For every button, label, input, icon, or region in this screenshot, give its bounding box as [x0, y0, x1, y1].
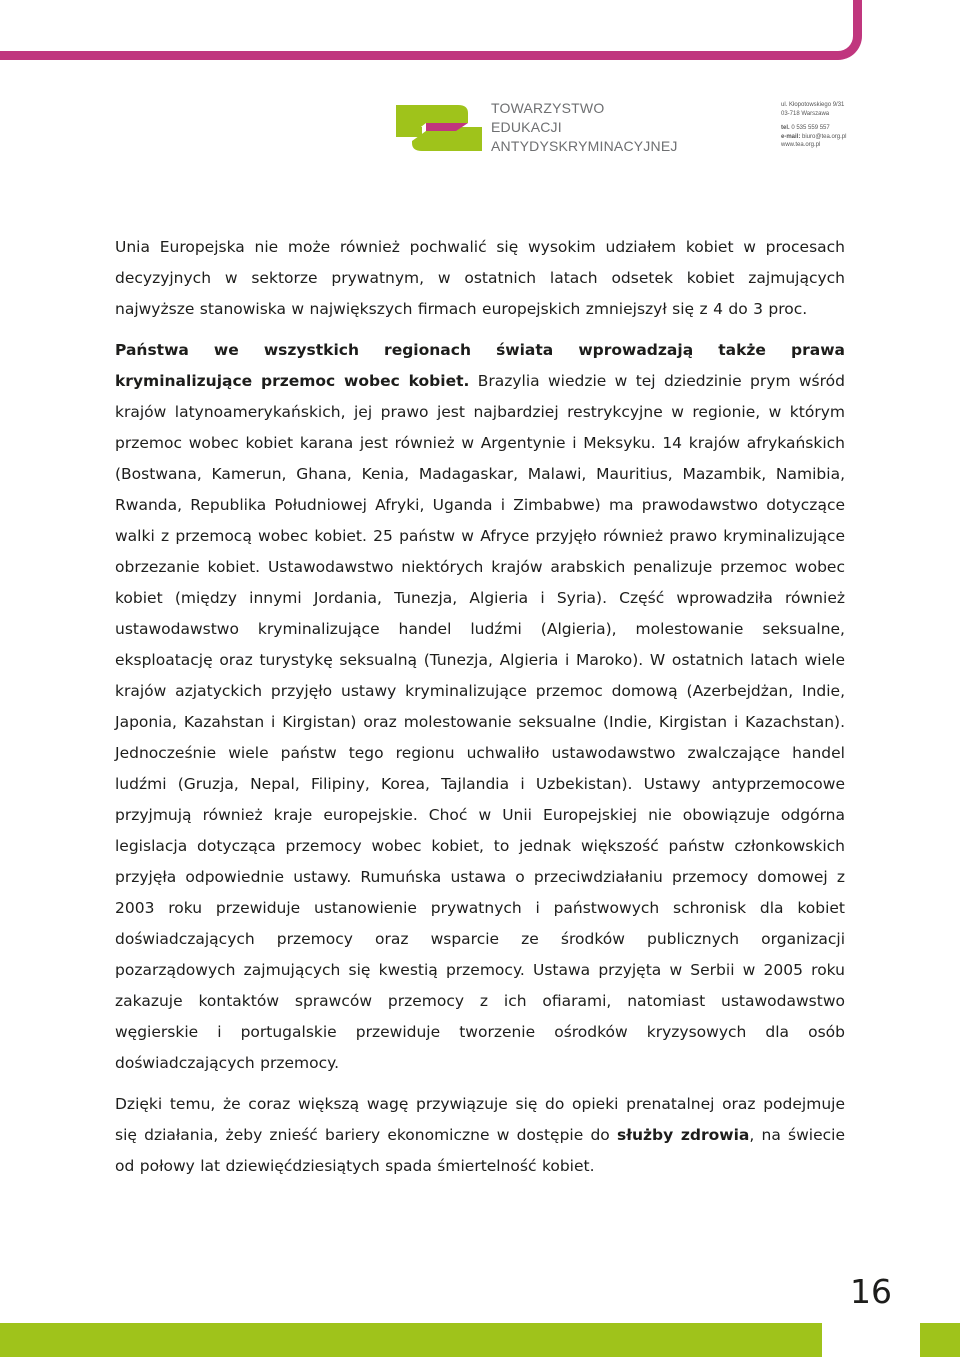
contact-block	[781, 101, 861, 150]
email-label: e-mail:	[781, 133, 801, 140]
org-name-line-2: EDUKACJI	[491, 119, 562, 135]
document-body	[115, 232, 845, 1182]
website-line: www.tea.org.pl	[781, 142, 821, 149]
paragraph-3-text-before: Dzięki temu, że coraz większą wagę przywiązuje się do opieki prenatalnej oraz podejmuje się działania, żeby znieść bariery ekonomiczne w dostępie do	[115, 1095, 845, 1144]
footer-bar	[0, 1323, 822, 1357]
paragraph-2	[115, 335, 845, 1079]
org-name-line-1: TOWARZYSTWO	[491, 100, 605, 116]
phone-label: tel.	[781, 125, 790, 132]
org-name-line-3: ANTYDYSKRYMINACYJNEJ	[491, 138, 678, 154]
paragraph-3-bold-term: służby zdrowia	[616, 1126, 750, 1144]
email-value: biuro@tea.org.pl	[802, 133, 847, 140]
phone-value: 0 535 559 557	[791, 125, 830, 132]
paragraph-2-text: Brazylia wiedzie w tej dziedzinie prym wśród krajów latynoamerykańskich, jej prawo jest najbardziej restrykcyjne w regionie, w którym przemoc wobec kobiet karana jest również w Argentynie i Meksyku. 14 krajów afrykańskich (Bostwana, Kamerun, Ghana, Kenia, Madagaskar, Malawi, Mauritius, Mazambik, Namibia, Rwanda, Republika Południowej Afryki, Uganda i Zimbabwe) ma prawodawstwo dotyczące walki z przemocą wobec kobiet. 25 państw w Afryce przyjęło również prawo kryminalizujące obrzezanie kobiet. Ustawodawstwo niektórych krajów arabskich penalizuje przemoc wobec kobiet (między innymi Jordania, Tunezja, Algieria i Syria). Część wprowadziła również ustawodawstwo kryminalizujące handel ludźmi (Algieria), molestowanie seksualne, eksploatację oraz turystykę seksualną (Tunezja, Algieria i Maroko). W ostatnich latach wiele krajów azjatyckich przyjęło ustawy kryminalizujące przemoc domową (Azerbejdżan, Indie, Japonia, Kazahstan i Kirgistan) oraz molestowanie seksualne (Indie, Kirgistan i Kazachstan). Jednocześnie wiele państw tego regionu uchwaliło ustawodawstwo zwalczające handel ludźmi (Gruzja, Nepal, Filipiny, Korea, Tajlandia i Uzbekistan). Ustawy antyprzemocowe przyjmują również kraje europejskie. Choć w Unii Europejskiej nie obowiązuje odgórna legislacja dotycząca przemocy wobec kobiet, to jednak większość państw członkowskich przyjęła odpowiednie ustawy. Rumuńska ustawa o przeciwdziałaniu przemocy domowej z 2003 roku przewiduje ustanowienie prywatnych i państwowych schronisk dla kobiet doświadczających przemocy oraz wsparcie ze środków publicznych organizacji pozarządowych zajmujących się kwestią przemocy. Ustawa przyjęta w Serbii w 2005 roku zakazuje kontaktów sprawców przemocy z ich ofiarami, natomiast ustawodawstwo węgierskie i portugalskie przewiduje tworzenie ośrodków kryzysowych dla osób doświadczających przemocy.	[115, 372, 845, 1072]
organization-name	[491, 99, 691, 156]
email-line	[781, 133, 861, 142]
address-line-1: ul. Kłopotowskiego 9/31	[781, 102, 845, 108]
address-line-2: 03-718 Warszawa	[781, 110, 830, 117]
paragraph-2-bold-lead: Państwa we wszystkich regionach świata wprowadzają także prawa kryminalizujące przemoc wobec kobiet.	[115, 341, 845, 390]
footer-bar-end	[920, 1323, 960, 1357]
organization-logo	[396, 101, 483, 155]
phone-line	[781, 124, 861, 133]
paragraph-1: Unia Europejska nie może również pochwalić się wysokim udziałem kobiet w procesach decyzyjnych w sektorze prywatnym, w ostatnich latach odsetek kobiet zajmujących najwyższe stanowiska w największych firmach europejskich zmniejszył się z 4 do 3 proc.	[115, 238, 845, 318]
paragraph-3-text-after: , na świecie od połowy lat dziewięćdziesiątych spada śmiertelność kobiet.	[115, 1126, 845, 1175]
page-number: 16	[850, 1272, 892, 1311]
paragraph-3	[115, 1089, 845, 1182]
header-frame	[0, 0, 862, 60]
